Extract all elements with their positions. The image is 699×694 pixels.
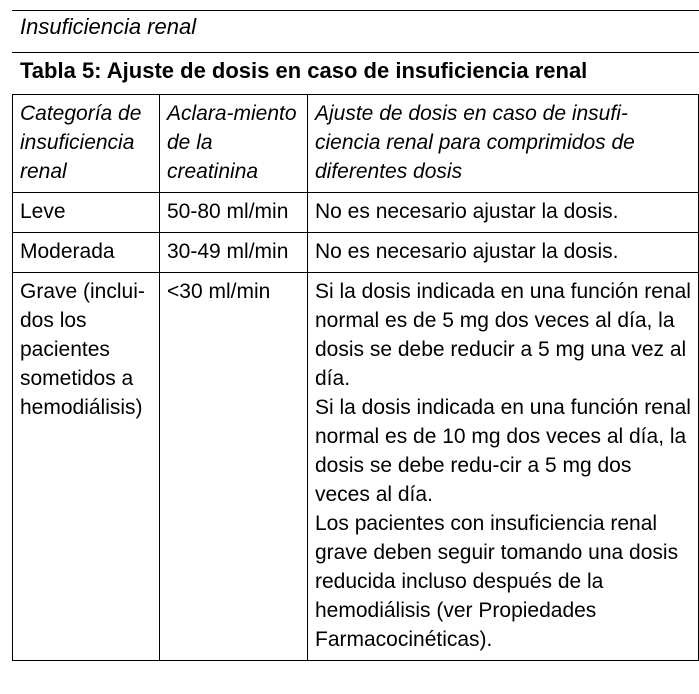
header-category: Categoría de insuficiencia renal — [13, 95, 160, 193]
cell-clearance: <30 ml/min — [160, 273, 308, 661]
section-rule — [12, 52, 699, 53]
cell-adjustment — [308, 233, 699, 273]
table-caption: Tabla 5: Ajuste de dosis en caso de insuficiencia renal — [20, 58, 588, 83]
header-adjustment: Ajuste de dosis en caso de insufi-ciencia renal para comprimidos de diferentes dosis — [308, 95, 699, 193]
header-clearance: Aclara-miento de la creatinina — [160, 95, 308, 193]
cell-category: Leve — [13, 193, 160, 233]
cell-adjustment — [308, 193, 699, 233]
adjustment-text: Si la dosis indicada en una función renal normal es de 5 mg dos veces al día, la dosis se debe reducir a 5 mg una vez al día. — [315, 280, 691, 390]
adjustment-text: No es necesario ajustar la dosis. — [315, 240, 619, 263]
adjustment-text: Si la dosis indicada en una función renal normal es de 10 mg dos veces al día, la dosis se debe redu-cir a 5 mg dos veces al día. — [315, 396, 691, 506]
top-rule — [12, 10, 699, 11]
cell-adjustment — [308, 273, 699, 661]
cell-category: Moderada — [13, 233, 160, 273]
table-row — [13, 273, 699, 661]
table-header-row — [13, 95, 699, 193]
cell-clearance: 30-49 ml/min — [160, 233, 308, 273]
cell-clearance: 50-80 ml/min — [160, 193, 308, 233]
cell-category: Grave (inclui-dos los pacientes sometidos a hemodiálisis) — [13, 273, 160, 661]
adjustment-text: No es necesario ajustar la dosis. — [315, 200, 619, 223]
table-row — [13, 233, 699, 273]
table-row — [13, 193, 699, 233]
adjustment-text: Los pacientes con insuficiencia renal grave deben seguir tomando una dosis reducida incluso después de la hemodiálisis (ver Propiedades Farmacocinéticas). — [315, 512, 679, 651]
section-title: Insuficiencia renal — [20, 14, 197, 39]
dose-adjustment-table — [12, 94, 699, 661]
